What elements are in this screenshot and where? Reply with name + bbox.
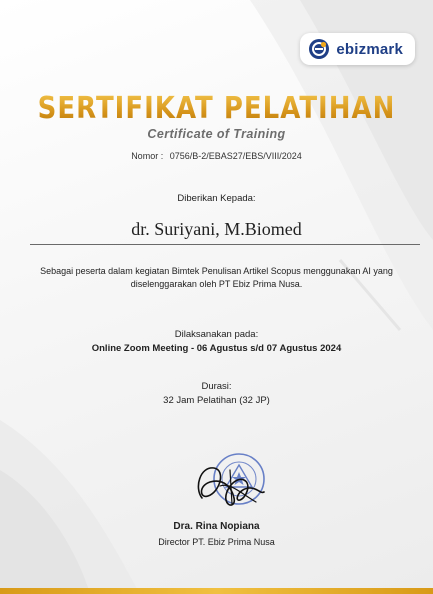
held-on-label: Dilaksanakan pada: — [174, 329, 259, 340]
certificate-description: Sebagai peserta dalam kegiatan Bimtek Penulisan Artikel Scopus menggunakan AI yang diselenggarakan oleh PT Ebiz Prima Nusa. — [40, 266, 393, 289]
duration-label: Durasi: — [201, 381, 232, 392]
certificate-subtitle: Certificate of Training — [147, 127, 286, 141]
held-on-value: Online Zoom Meeting - 06 Agustus s/d 07 Agustus 2024 — [91, 343, 342, 354]
recipient-name: dr. Suriyani, M.Biomed — [131, 219, 302, 239]
ebizmark-logo-icon — [308, 38, 330, 60]
bottom-accent-bar — [0, 588, 433, 594]
certificate-number-value: 0756/B-2/EBAS27/EBS/VIII/2024 — [169, 151, 302, 161]
name-underline — [30, 244, 420, 245]
signer-title: Director PT. Ebiz Prima Nusa — [158, 537, 275, 547]
logo-text: ebizmark — [336, 40, 403, 58]
signature — [190, 458, 268, 510]
ebizmark-logo — [300, 33, 415, 65]
signer-name: Dra. Rina Nopiana — [173, 521, 260, 532]
given-to-label: Diberikan Kepada: — [177, 193, 256, 204]
certificate-number-label: Nomor : — [131, 151, 164, 161]
certificate-title: SERTIFIKAT PELATIHAN — [0, 92, 433, 127]
certificate-number — [0, 151, 433, 161]
duration-value: 32 Jam Pelatihan (32 JP) — [163, 395, 270, 406]
